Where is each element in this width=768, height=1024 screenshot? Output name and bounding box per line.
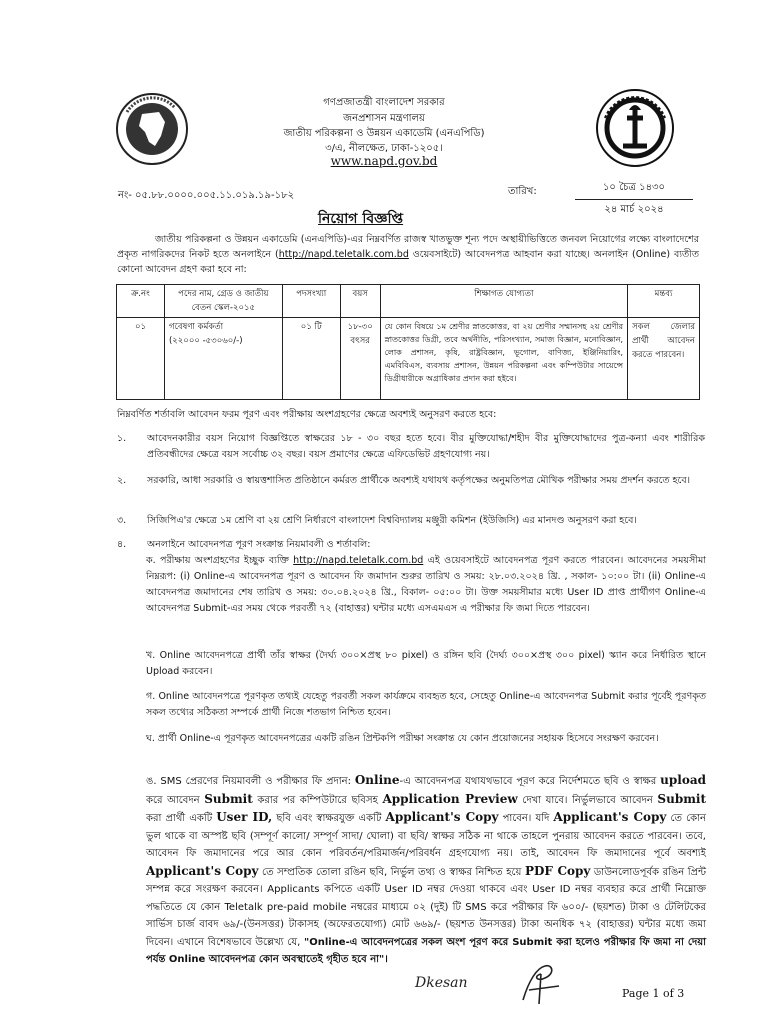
table-header-row bbox=[117, 285, 700, 318]
memo-ref-number: নং- ০৫.৮৮.০০০০.০০৫.১১.০১৯.১৯-১৮২ bbox=[118, 190, 295, 201]
cell-qualification: যে কোন বিষয়ে ১ম শ্রেণীর স্নাতকোত্তর, বা ২য় শ্রেণীর সম্মানসহ ২য় শ্রেণীর স্নাতকোত্তর ডিগ্রী, তবে অর্থনীতি, পরিসংখ্যান, সমাজ বিজ্ঞান, মনোবিজ্ঞান, লোক প্রশাসন, কৃষি, রাষ্ট্রবিজ্ঞান, ভূগোল, বাণিজ্য, ইঞ্জিনিয়ারিং, এমবিবিএস, ব্যবসায় প্রশাসন, উন্নয়ন পরিকল্পনা এবং কম্পিউটার সায়েন্সে ডিগ্রীধারীকে অগ্রাধিকার প্রদান করা হইবে। bbox=[380, 318, 627, 400]
sub-gha: ঘ. প্রার্থী Online-এ পূরণকৃত আবেদনপত্রের একটি রঙিন প্রিন্টকপি পরীক্ষা সংক্রান্ত যে কোন প্রয়োজনের সহায়ক হিসেবে সংরক্ষণ করবেন। bbox=[146, 733, 659, 744]
government-seal-icon bbox=[115, 92, 189, 166]
conditions-intro: নিম্নবর্ণিত শর্তাবলি আবেদন ফরম পূরণ এবং পরীক্ষায় অংশগ্রহণের ক্ষেত্রে অবশ্যই অনুসরণ করতে হবে: bbox=[117, 409, 497, 420]
post-name: গবেষণা কর্মকর্তা bbox=[168, 322, 224, 332]
sub-uo: ঙ. SMS প্রেরণের নিয়মাবলী ও পরীক্ষার ফি প্রদান: Online-এ আবেদনপত্র যথাযথভাবে পূরণ করে নির্দেশমতে ছবি ও স্বাক্ষর upload করে আবেদন Submit করার পর কম্পিউটারে ছবিসহ Application Preview দেখা যাবে। নির্ভুলভাবে আবেদন Submit করা প্রার্থী একটি User ID, ছবি এবং স্বাক্ষরযুক্ত একটি Applicant's Copy পাবেন। যদি Applicant's Copy তে কোন ভুল থাকে বা অস্পষ্ট ছবি (সম্পূর্ণ কালো/ সম্পূর্ণ সাদা/ ঘোলা) বা ছবি/ স্বাক্ষর সঠিক না থাকে তাহলে পুনরায় আবেদন করতে পারবেন। তবে, আবেদন ফি জমাদানের পরে আর কোন পরিবর্তন/পরিমার্জন/পরিবর্ধন গ্রহণযোগ্য নয়। তাই, আবেদন ফি জমাদানের পূর্বে অবশ্যই Applicant's Copy তে সম্প্রতিক তোলা রঙিন ছবি, নির্ভুল তথ্য ও স্বাক্ষর নিশ্চিত হয়ে PDF Copy ডাউনলোডপূর্বক রঙিন প্রিন্ট সম্পন্ন করে সংরক্ষণ করবেন। Applicants কপিতে একটি User ID নম্বর দেওয়া থাকবে এবং User ID নম্বর ব্যবহার করে প্রার্থী নিম্নোক্ত পদ্ধতিতে যে কোন Teletalk pre-paid mobile নম্বরের মাধ্যমে ০২ (দুই) টি SMS করে পরীক্ষার ফি ৬০০/- (ছয়শত) টাকা ও টেলিটকের সার্ভিস চার্জ বাবদ ৬৯/-(উনসত্তর) টাকাসহ (অফেরতযোগ্য) মোট ৬৬৯/- (ছয়শত উনসত্তর) টাকা অনধিক ৭২ (বাহাত্তর) ঘন্টার মধ্যে জমা দিবেন। এখানে বিশেষভাবে উল্লেখ্য যে, "Online-এ আবেদনপত্রের সকল অংশ পূরণ করে Submit করা হলেও পরীক্ষার ফি জমা না দেয়া পর্যন্ত Online আবেদনপত্র কোন অবস্থাতেই গৃহীত হবে না"। bbox=[146, 773, 707, 965]
header-count: পদসংখ্যা bbox=[282, 285, 340, 318]
cell-post bbox=[164, 318, 282, 400]
condition-2: ২. সরকারি, আধা সরকারি ও স্বায়ত্তশাসিত প্রতিষ্ঠানে কর্মরত প্রার্থীকে অবশ্যই যথাযথ কর্তৃপক্ষের অনুমতিপত্র মৌখিক পরীক্ষার সময় প্রদর্শন করতে হবে। bbox=[117, 475, 691, 486]
cell-count: ০১ টি bbox=[282, 318, 340, 400]
teletalk-link[interactable]: http://napd.teletalk.com.bd bbox=[278, 249, 409, 260]
condition-3: ৩. সিজিপিএ'র ক্ষেত্রে ১ম শ্রেণি বা ২য় শ্রেণি নির্ধারণে বাংলাদেশ বিশ্ববিদ্যালয় মঞ্জুরী কমিশন (ইউজিসি) এর মানদণ্ড অনুসরণ করা হবে। bbox=[117, 515, 637, 526]
academy-name: জাতীয় পরিকল্পনা ও উন্নয়ন একাডেমি (এনএপিডি) bbox=[283, 128, 485, 139]
header-post: পদের নাম, গ্রেড ও জাতীয় বেতন স্কেল-২০১৫ bbox=[164, 285, 282, 318]
intro-paragraph: জাতীয় পরিকল্পনা ও উন্নয়ন একাডেমি (এনএপিডি)-এর নিম্নবর্ণিত রাজস্ব খাতভুক্ত শূন্য পদে অস্থায়ীভিত্তিতে জনবল নিয়োগের লক্ষ্যে বাংলাদেশের প্রকৃত নাগরিকদের নিকট হতে অনলাইনে (http://napd.teletalk.com.bd ওয়েবসাইটে) আবেদনপত্র আহবান করা যাচ্ছে। অনলাইন (Online) ব্যতীত কোনো আবেদন গ্রহণ করা হবে না: bbox=[117, 234, 699, 275]
signature-initials: Dkesan bbox=[415, 975, 468, 991]
date-label: তারিখ: bbox=[508, 186, 537, 197]
header-age: বয়স bbox=[340, 285, 380, 318]
cell-remarks: সকল জেলার প্রার্থী আবেদন করতে পারবেন। bbox=[628, 318, 700, 400]
header-remarks: মন্তব্য bbox=[628, 285, 700, 318]
date-box bbox=[575, 180, 693, 219]
posts-table bbox=[116, 284, 700, 400]
table-row bbox=[117, 318, 700, 400]
header-sl: ক্র.নং bbox=[117, 285, 165, 318]
date-gregorian: ২৪ মার্চ ২০২৪ bbox=[604, 204, 664, 215]
govt-name: গণপ্রজাতন্ত্রী বাংলাদেশ সরকার bbox=[323, 97, 445, 108]
sub-ka: ক. পরীক্ষায় অংশগ্রহণের ইচ্ছুক ব্যক্তি http://napd.teletalk.com.bd এই ওয়েবসাইটে আবেদনপত্র পূরণ করতে পারবেন। আবেদনের সময়সীমা নিম্নরূপ: (i) Online-এ আবেদনপত্র পূরণ ও আবেদন ফি জমাদান শুরুর তারিখ ও সময়: ২৮.০৩.২০২৪ খ্রি. , সকাল- ১০:০০ টা। (ii) Online-এ আবেদনপত্র জমাদানের শেষ তারিখ ও সময়: ৩০.০৪.২০২৪ খ্রি., বিকাল- ০৫:০০ টা। উক্ত সময়সীমার মধ্যে User ID প্রাপ্ত প্রার্থীগণ Online-এ আবেদনপত্র Submit-এর সময় থেকে পরবর্তী ৭২ (বাহাত্তর) ঘন্টার মধ্যে এসএমএস এ পরীক্ষার ফি জমা দিতে পারবেন। bbox=[146, 555, 706, 614]
website-link[interactable]: www.napd.gov.bd bbox=[330, 154, 438, 168]
cell-sl: ০১ bbox=[117, 318, 165, 400]
address: ৩/এ, নীলক্ষেত, ঢাকা-১২০৫। bbox=[325, 143, 443, 154]
signature-icon bbox=[515, 960, 565, 1006]
condition-1: ১. আবেদনকারীর বয়স নিয়োগ বিজ্ঞপ্তিতে স্বাক্ষরের ১৮ - ৩০ বছর হতে হবে। বীর মুক্তিযোদ্ধা/শহীদ বীর মুক্তিযোদ্ধাদের পুত্র-কন্যা এবং শারীরিক প্রতিবন্ধীদের ক্ষেত্রে বয়স সর্বোচ্চ ৩২ বছর। বয়স প্রমাণের ক্ষেত্রে এফিডেভিট গ্রহণযোগ্য নয়। bbox=[117, 433, 705, 460]
ministry-name: জনপ্রশাসন মন্ত্রণালয় bbox=[343, 113, 425, 124]
page-number: Page 1 of 3 bbox=[622, 987, 685, 1000]
page-title: নিয়োগ বিজ্ঞপ্তি bbox=[318, 211, 404, 227]
post-scale: (২২০০০ -৫৩০৬০/-) bbox=[168, 336, 243, 346]
teletalk-link-2[interactable]: http://napd.teletalk.com.bd bbox=[293, 555, 424, 566]
sub-ga: গ. Online আবেদনপত্রে পূরণকৃত তথ্যই যেহেতু পরবর্তী সকল কার্যক্রমে ব্যবহৃত হবে, সেহেতু Online-এ আবেদনপত্র Submit করার পূর্বেই পূরণকৃত সকল তথ্যের সঠিকতা সম্পর্কে প্রার্থী নিজে শতভাগ নিশ্চিত হবেন। bbox=[146, 691, 706, 718]
date-bangla: ১০ চৈত্র ১৪৩০ bbox=[575, 180, 693, 200]
sub-kha: খ. Online আবেদনপত্রে প্রার্থী তাঁর স্বাক্ষর (দৈর্ঘ্য ৩০০×প্রস্থ ৮০ pixel) ও রঙ্গিন ছবি (দৈর্ঘ্য ৩০০×প্রস্থ ৩০০ pixel) স্ক্যান করে নির্ধারিত স্থানে Upload করবেন। bbox=[146, 650, 706, 677]
napd-logo-icon bbox=[595, 88, 675, 168]
header-qualification: শিক্ষাগত যোগ্যতা bbox=[380, 285, 627, 318]
condition-4: ৪. অনলাইনে আবেদনপত্র পূরণ সংক্রান্ত নিয়মাবলী ও শর্তাবলি: bbox=[117, 539, 371, 550]
cell-age: ১৮-৩০ বৎসর bbox=[340, 318, 380, 400]
